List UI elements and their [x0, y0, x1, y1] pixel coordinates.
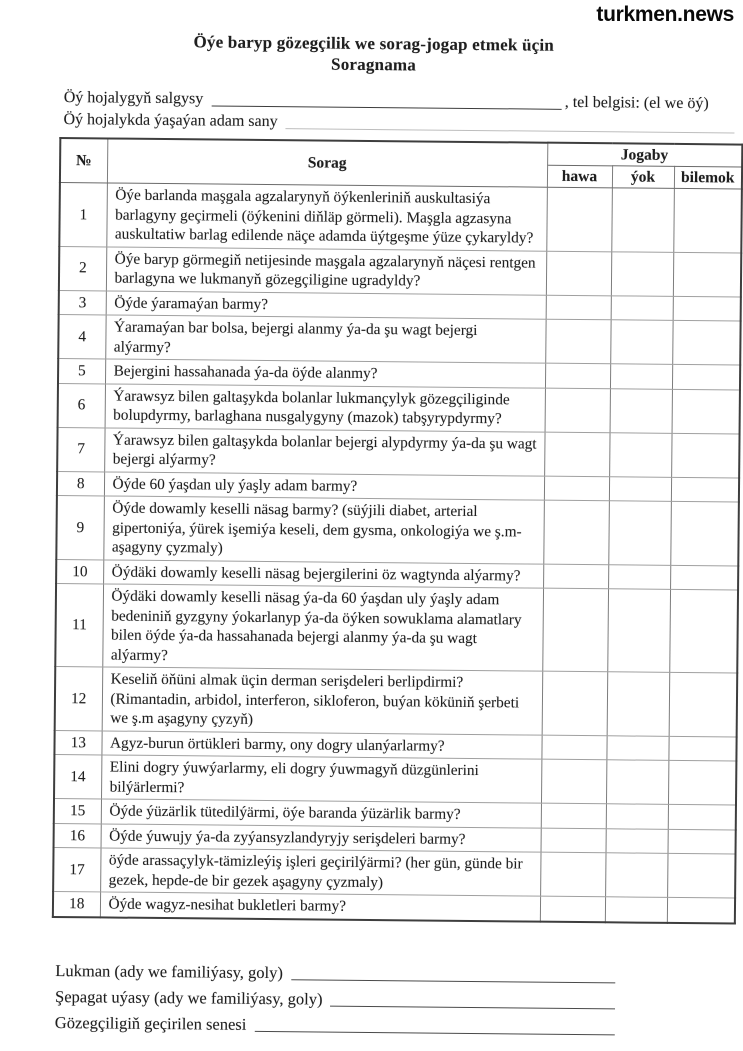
- question-text: Ýaramaýan bar bolsa, bejergi alanmy ýa-da şu wagt bejergi alýarmy?: [105, 315, 545, 363]
- table-row: [57, 427, 739, 478]
- address-blank-line: [211, 91, 562, 109]
- household-count-label: Öý hojalykda ýaşaýan adam sany: [63, 111, 278, 131]
- answer-cell-hawa: [542, 671, 608, 735]
- answer-cell-yok: [610, 388, 672, 433]
- row-number: 8: [57, 471, 104, 496]
- answer-cell-bilemok: [668, 804, 736, 829]
- row-number: 11: [55, 583, 103, 666]
- answer-cell-bilemok: [669, 589, 738, 673]
- question-text: Öýde ýaramaýan barmy?: [106, 290, 546, 319]
- answer-cell-hawa: [545, 319, 610, 364]
- question-text: Öýde ýüzärlik tütedilýärmi, öýe baranda ýüzärlik barmy?: [101, 799, 541, 828]
- answer-cell-hawa: [541, 828, 606, 853]
- question-text: Bejergini hassahanada ýa-da öýde alanmy?: [105, 359, 545, 388]
- table-row: [59, 183, 742, 253]
- doctor-label: Lukman (ady we familiýasy, goly): [55, 960, 284, 982]
- answer-cell-yok: [606, 735, 668, 760]
- answer-cell-hawa: [543, 500, 609, 564]
- col-header-answers-group: Jogaby: [547, 143, 742, 167]
- row-number: 6: [58, 383, 105, 427]
- inspection-date-label: Gözegçiligiň geçirilen senesi: [54, 1012, 247, 1034]
- answer-cell-yok: [610, 364, 672, 389]
- answer-cell-bilemok: [672, 320, 740, 365]
- title-line-2: Soragnama: [331, 54, 417, 75]
- col-header-number: №: [60, 138, 107, 183]
- answer-cell-yok: [605, 853, 667, 898]
- row-number: 5: [58, 359, 105, 384]
- table-row: [55, 666, 738, 736]
- row-number: 16: [54, 823, 101, 848]
- table-row: [58, 383, 740, 434]
- answer-cell-hawa: [544, 432, 609, 477]
- answer-cell-hawa: [541, 803, 606, 828]
- row-number: 2: [59, 246, 106, 290]
- table-row: [55, 583, 738, 673]
- table-row: [53, 847, 735, 898]
- row-number: 12: [55, 666, 103, 730]
- row-number: 13: [54, 730, 101, 755]
- answer-cell-bilemok: [673, 296, 741, 321]
- col-header-hawa: hawa: [547, 165, 612, 188]
- row-number: 3: [59, 290, 106, 315]
- inspection-date-blank-line: [254, 1016, 615, 1034]
- answer-cell-yok: [605, 897, 667, 923]
- household-count-field-row: [63, 110, 708, 136]
- watermark-turkmen-news: turkmen.news: [596, 3, 734, 26]
- answer-cell-yok: [606, 804, 668, 829]
- answer-cell-bilemok: [673, 252, 741, 297]
- question-text: öýde arassaçylyk-tämizleýiş işleri geçirilýärmi? (her gün, günde bir gezek, hepde-de bir gezek aşagyny çyzmaly): [100, 848, 540, 896]
- row-number: 9: [56, 495, 104, 559]
- header-fields: [63, 88, 708, 136]
- answer-cell-yok: [607, 589, 670, 673]
- question-text: Öýde 60 ýaşdan uly ýaşly adam barmy?: [104, 471, 544, 500]
- answer-cell-yok: [608, 501, 671, 565]
- row-number: 17: [53, 847, 100, 891]
- row-number: 4: [58, 315, 105, 359]
- answer-cell-bilemok: [667, 853, 735, 898]
- question-text: Öýdäki dowamly keselli näsag ýa-da 60 ýaşdan uly ýaşly adam bedeniniň gyzgyny ýokarlanyp ýa-da öýken sowuklama alamatlary bilen öýde ýa-da hassahanada bejergi alanmy ýa-da şu wagt alýarmy?: [102, 584, 543, 671]
- question-text: Elini dogry ýuwýarlarmy, eli dogry ýuwmagyň düzgünlerini bilýärlermi?: [101, 755, 541, 803]
- answer-cell-bilemok: [668, 829, 736, 854]
- answer-cell-hawa: [543, 564, 608, 589]
- nurse-label: Şepagat uýasy (ady we familiýasy, goly): [55, 986, 323, 1009]
- answer-cell-bilemok: [673, 188, 742, 252]
- question-text: Ýarawsyz bilen galtaşykda bolanlar lukmançylyk gözegçiliginde bolupdyrmy, barlaghana nusgalygyny (mazok) tabşyrypdyrmy?: [105, 383, 545, 431]
- answer-cell-yok: [609, 476, 671, 501]
- address-label: Öý hojalygyň salgysy: [63, 89, 204, 108]
- doctor-blank-line: [291, 965, 616, 983]
- row-number: 18: [53, 891, 100, 916]
- answer-cell-yok: [611, 188, 674, 252]
- answer-cell-bilemok: [672, 389, 740, 434]
- answer-cell-yok: [611, 251, 673, 296]
- table-header: [60, 138, 742, 189]
- question-text: Öýde wagyz-nesihat bukletleri barmy?: [100, 892, 540, 921]
- answer-cell-bilemok: [670, 565, 738, 590]
- answer-cell-bilemok: [672, 364, 740, 389]
- table-row: [59, 246, 741, 297]
- question-text: Agyz-burun örtükleri barmy, ony dogry ulanýarlarmy?: [101, 730, 541, 759]
- document-title: [2, 29, 743, 78]
- doctor-field-row: [55, 960, 618, 986]
- question-text: Öýdäki dowamly keselli näsag bejergilerini öz wagtynda alýarmy?: [103, 559, 543, 588]
- question-rows: [53, 183, 742, 924]
- questionnaire-table: [52, 137, 743, 924]
- row-number: 1: [59, 183, 107, 247]
- household-count-blank-line: [286, 114, 735, 133]
- table-row: [54, 754, 736, 805]
- answer-cell-bilemok: [668, 760, 736, 805]
- table-row: [53, 891, 735, 923]
- answer-cell-hawa: [546, 187, 612, 251]
- answer-cell-bilemok: [669, 672, 738, 736]
- answer-cell-bilemok: [668, 736, 736, 761]
- title-line-1: Öýe baryp gözegçilik we sorag-jogap etmek üçin: [193, 32, 555, 55]
- answer-cell-yok: [610, 320, 672, 365]
- answer-cell-bilemok: [670, 501, 739, 565]
- answer-cell-yok: [607, 672, 670, 736]
- answer-cell-hawa: [545, 388, 610, 433]
- col-header-question: Sorag: [107, 138, 547, 187]
- nurse-blank-line: [330, 991, 615, 1009]
- tel-label: , tel belgisi: (el we öý): [564, 93, 709, 113]
- answer-cell-yok: [606, 760, 668, 805]
- row-number: 10: [56, 559, 103, 584]
- answer-cell-hawa: [542, 588, 608, 672]
- table-row: [56, 495, 739, 565]
- answer-cell-hawa: [546, 295, 611, 320]
- inspection-date-field-row: [55, 1012, 618, 1038]
- question-text: Ýarawsyz bilen galtaşykda bolanlar bejergi alypdyrmy ýa-da şu wagt bejergi alýarmy?: [104, 427, 544, 475]
- col-header-bilemok: bilemok: [674, 166, 742, 189]
- answer-cell-yok: [606, 828, 668, 853]
- answer-cell-bilemok: [667, 897, 735, 923]
- answer-cell-hawa: [545, 363, 610, 388]
- question-text: Öýde dowamly keselli näsag barmy? (süýjili diabet, arterial gipertoniýa, ýürek işemiýa keseli, dem gysma, onkologiýa we ş.m-aşagyny çyzmaly): [103, 496, 544, 564]
- answer-cell-hawa: [540, 896, 605, 922]
- nurse-field-row: [55, 986, 618, 1012]
- question-text: Öýe baryp görmegiň netijesinde maşgala agzalarynyň näçesi rentgen barlagyna we lukmanyň gözegçiligine ugradyldy?: [106, 246, 546, 294]
- answer-cell-bilemok: [671, 433, 739, 478]
- footer-fields: [55, 960, 619, 1038]
- question-text: Öýde ýuwujy ýa-da zyýansyzlandyryjy serişdeleri barmy?: [101, 823, 541, 852]
- table-row: [58, 315, 740, 366]
- answer-cell-bilemok: [671, 477, 739, 502]
- answer-cell-yok: [609, 432, 671, 477]
- answer-cell-hawa: [541, 759, 606, 804]
- row-number: 14: [54, 754, 101, 798]
- question-text: Öýe barlanda maşgala agzalarynyň öýkenleriniň auskultasiýa barlagyny geçirmeli (öýkenini diňläp görmeli). Maşgla agzasyna auskultatiw barlag edilende näçe adamda üýtgeşme ýüze çykaryldy?: [106, 183, 547, 251]
- answer-cell-yok: [611, 295, 673, 320]
- row-number: 7: [57, 427, 104, 471]
- answer-cell-hawa: [541, 735, 606, 760]
- answer-cell-yok: [608, 564, 670, 589]
- question-text: Keseliň öňüni almak üçin derman serişdeleri berlipdirmi? (Rimantadin, arbidol, interferon, sikloferon, buýan köküniň şerbeti we ş.m aşagyny çyzyň): [102, 667, 543, 735]
- col-header-yok: ýok: [612, 166, 674, 189]
- answer-cell-hawa: [544, 476, 609, 501]
- answer-cell-hawa: [546, 251, 611, 296]
- row-number: 15: [54, 798, 101, 823]
- answer-cell-hawa: [540, 852, 605, 897]
